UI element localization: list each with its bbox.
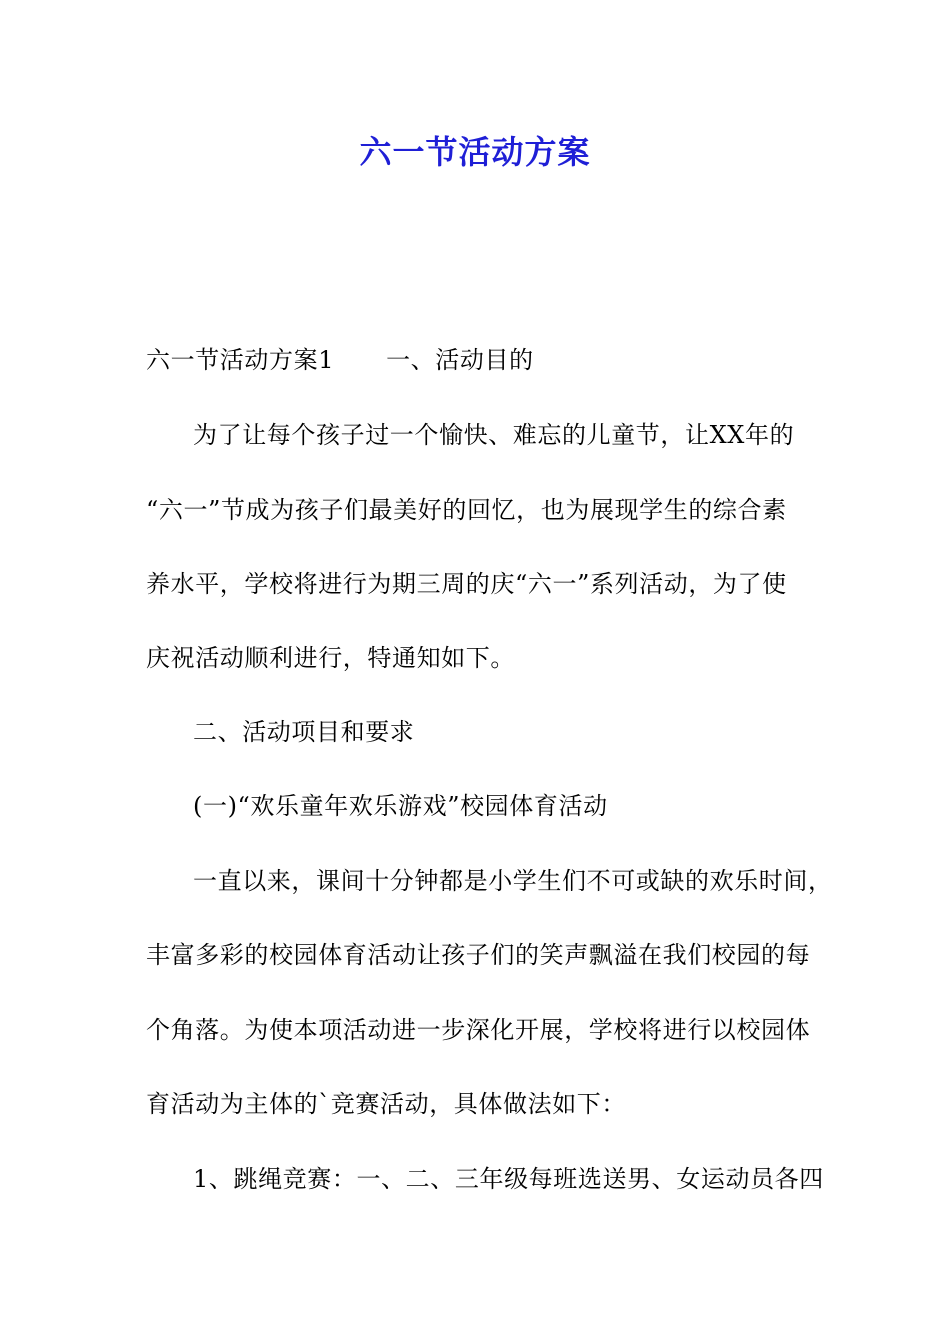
section-heading: [146, 343, 816, 377]
paragraph-line: 丰富多彩的校园体育活动让孩子们的笑声飘溢在我们校园的每: [146, 941, 811, 969]
section-one-heading: 一、活动目的: [386, 346, 534, 374]
paragraph-line: 庆祝活动顺利进行，特通知如下。: [146, 644, 515, 672]
plan-heading: 六一节活动方案1: [146, 346, 335, 374]
paragraph-line: 一直以来，课间十分钟都是小学生们不可或缺的欢乐时间，: [193, 867, 833, 895]
paragraph-line: 育活动为主体的`竞赛活动，具体做法如下：: [146, 1090, 626, 1118]
paragraph-line: 养水平，学校将进行为期三周的庆“六一”系列活动，为了使: [146, 570, 787, 598]
list-item: 1、跳绳竞赛：一、二、三年级每班选送男、女运动员各四: [193, 1165, 824, 1193]
section-two-heading: 二、活动项目和要求: [193, 718, 415, 746]
paragraph-line: 为了让每个孩子过一个愉快、难忘的儿童节，让XX年的: [193, 421, 795, 449]
subsection-heading: (一)“欢乐童年欢乐游戏”校园体育活动: [193, 792, 608, 820]
paragraph-line: “六一”节成为孩子们最美好的回忆，也为展现学生的综合素: [146, 496, 787, 524]
document-title: 六一节活动方案: [359, 133, 591, 171]
paragraph-line: 个角落。为使本项活动进一步深化开展，学校将进行以校园体: [146, 1016, 811, 1044]
